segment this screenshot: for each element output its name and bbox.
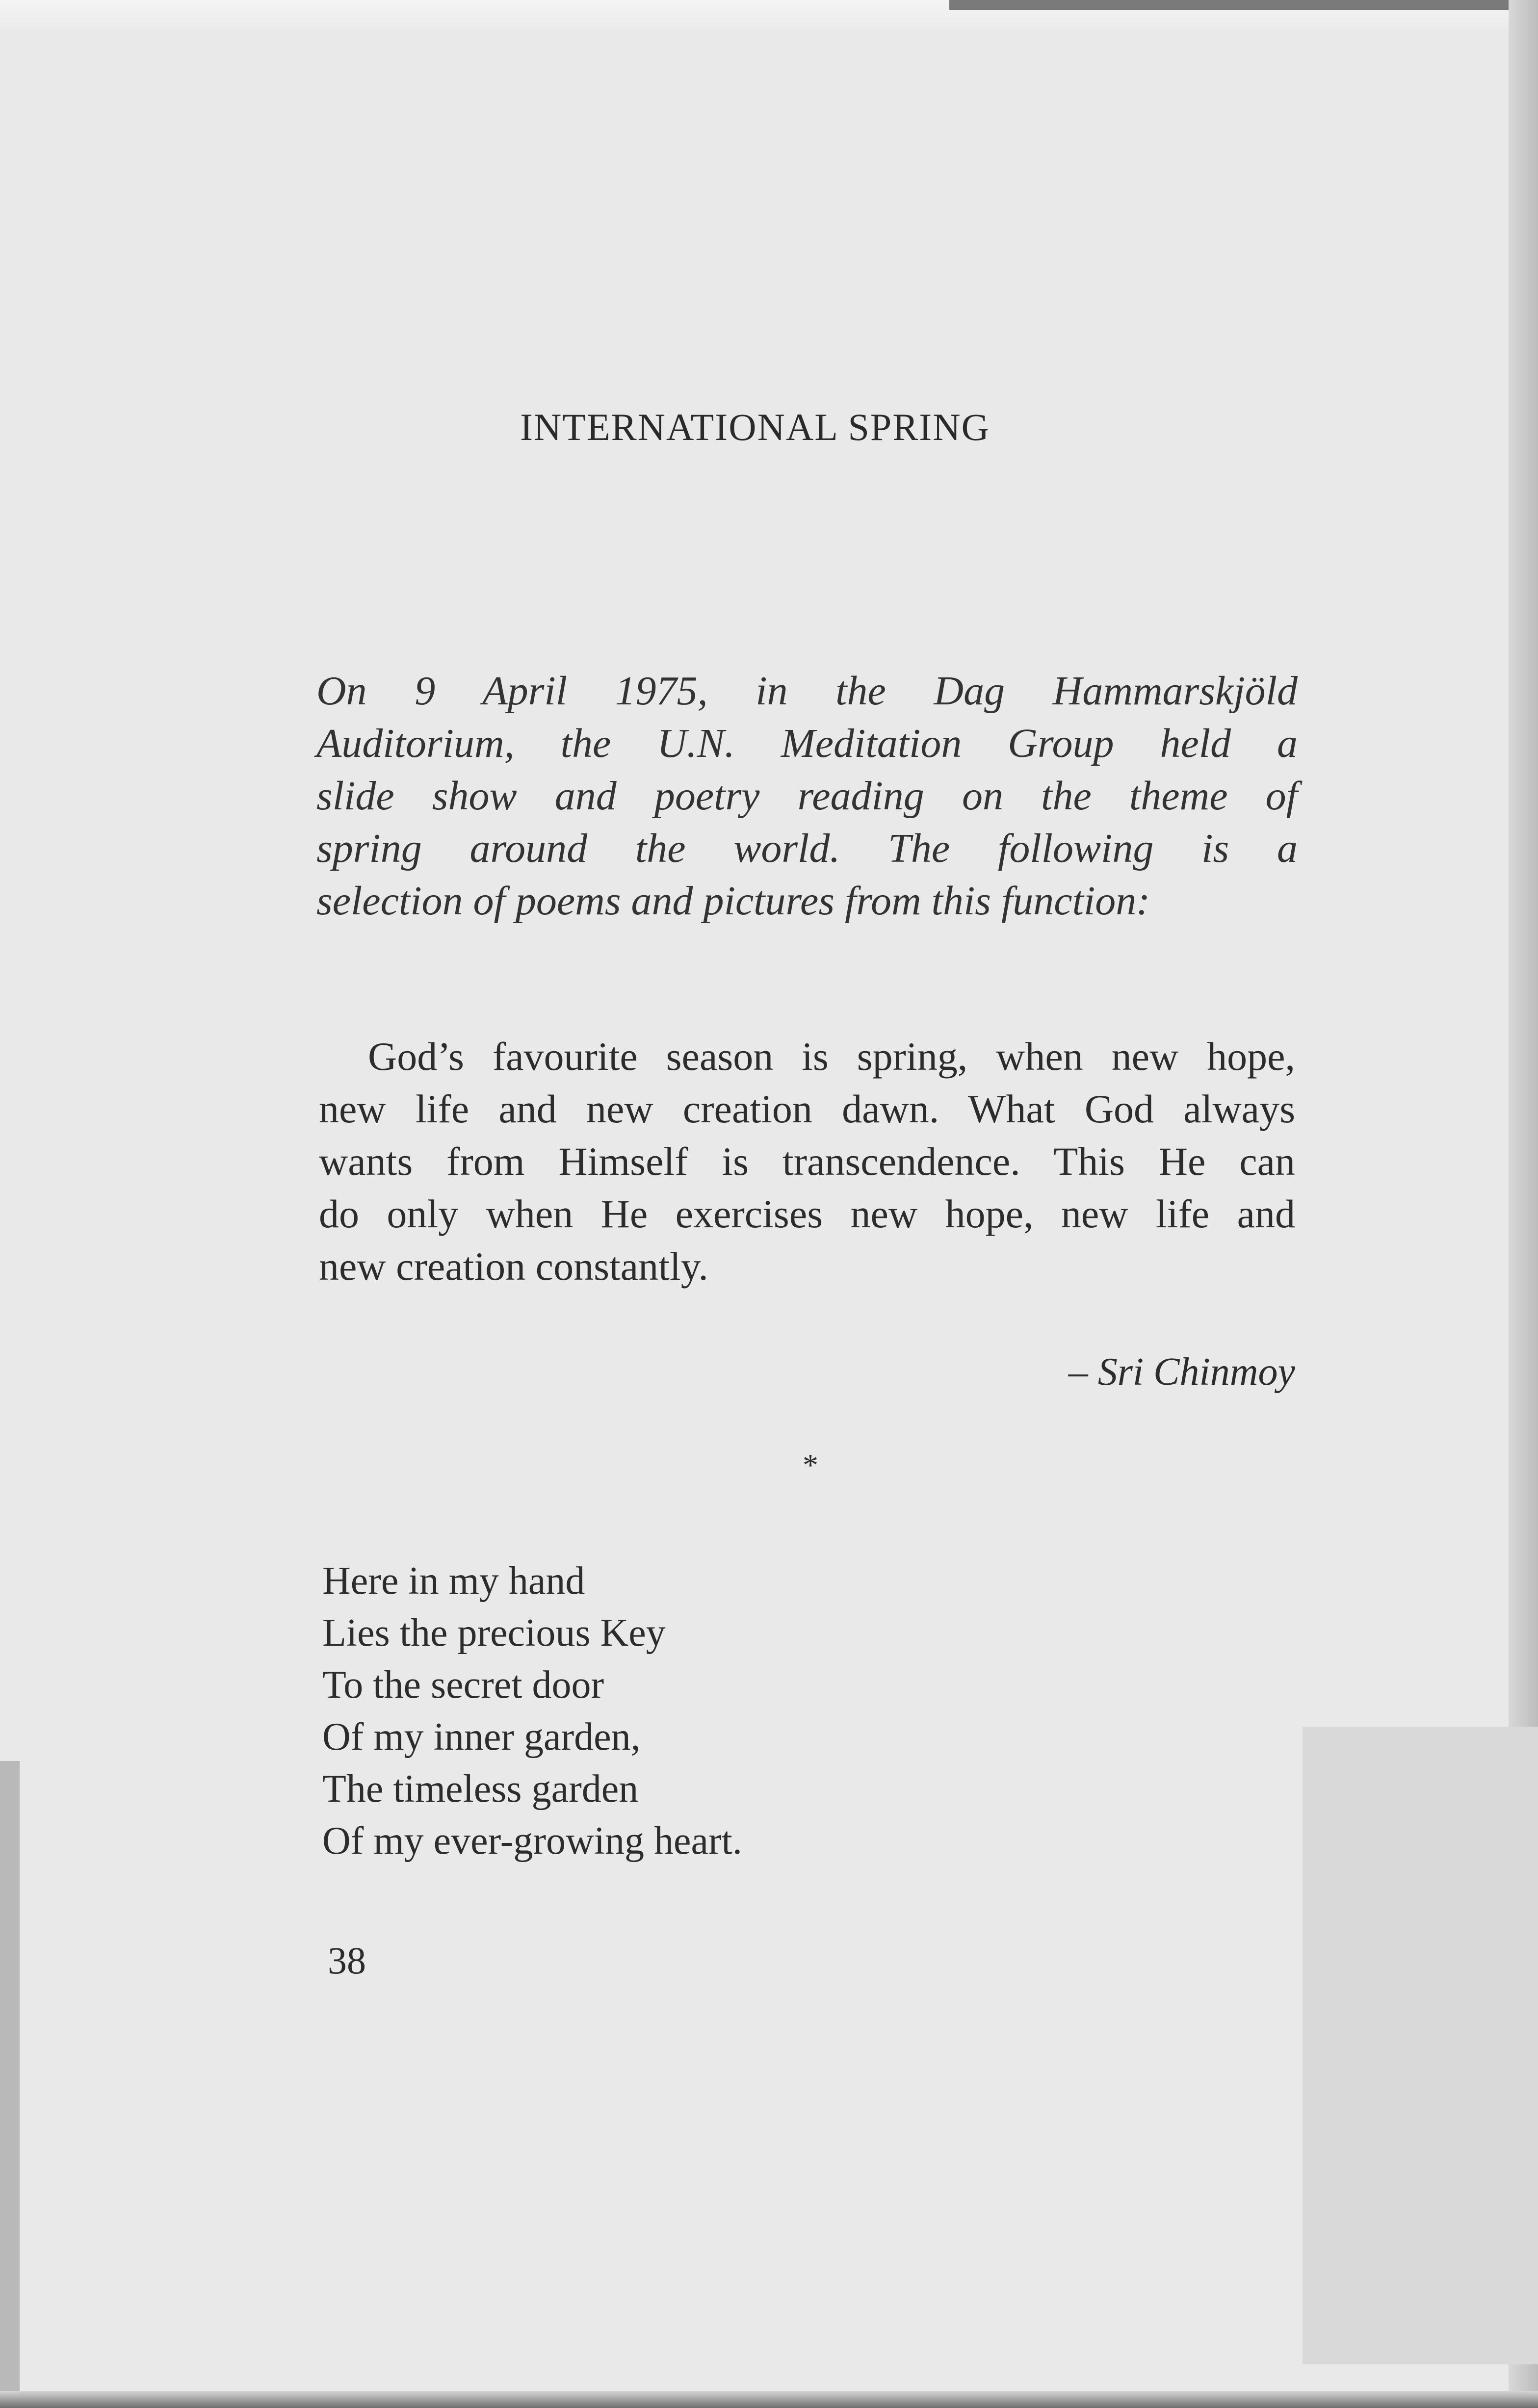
poem	[322, 1555, 742, 1867]
quote-line: new life and new creation dawn. What God always	[319, 1087, 1295, 1131]
page-title: INTERNATIONAL SPRING	[520, 406, 990, 448]
intro-line: On 9 April 1975, in the Dag Hammarskjöld	[316, 668, 1298, 714]
intro-line: Auditorium, the U.N. Meditation Group held a	[316, 721, 1298, 766]
quote-line: wants from Himself is transcendence. This He can	[319, 1139, 1295, 1184]
quote-line: God’s favourite season is spring, when new hope,	[368, 1034, 1295, 1079]
section-separator: *	[803, 1448, 818, 1482]
poem-line: Lies the precious Key	[322, 1611, 666, 1655]
intro-line: slide show and poetry reading on the theme of	[316, 773, 1298, 819]
poem-line: Of my inner garden,	[322, 1715, 641, 1759]
page-number: 38	[328, 1939, 366, 1982]
quote-line: new creation constantly.	[319, 1244, 708, 1289]
attribution-name: Sri Chinmoy	[1097, 1350, 1295, 1394]
poem-line: Of my ever-growing heart.	[322, 1819, 742, 1863]
intro-paragraph	[316, 665, 1298, 927]
poem-line: Here in my hand	[322, 1559, 585, 1603]
quote-paragraph	[319, 1030, 1295, 1293]
intro-line: spring around the world. The following is a	[316, 826, 1298, 871]
intro-line: selection of poems and pictures from this function:	[316, 878, 1150, 924]
attribution-dash: –	[1068, 1350, 1098, 1394]
quote-line: do only when He exercises new hope, new life and	[319, 1191, 1295, 1236]
quote-attribution	[1069, 1350, 1295, 1395]
poem-line: To the secret door	[322, 1663, 604, 1707]
poem-line: The timeless garden	[322, 1767, 639, 1811]
